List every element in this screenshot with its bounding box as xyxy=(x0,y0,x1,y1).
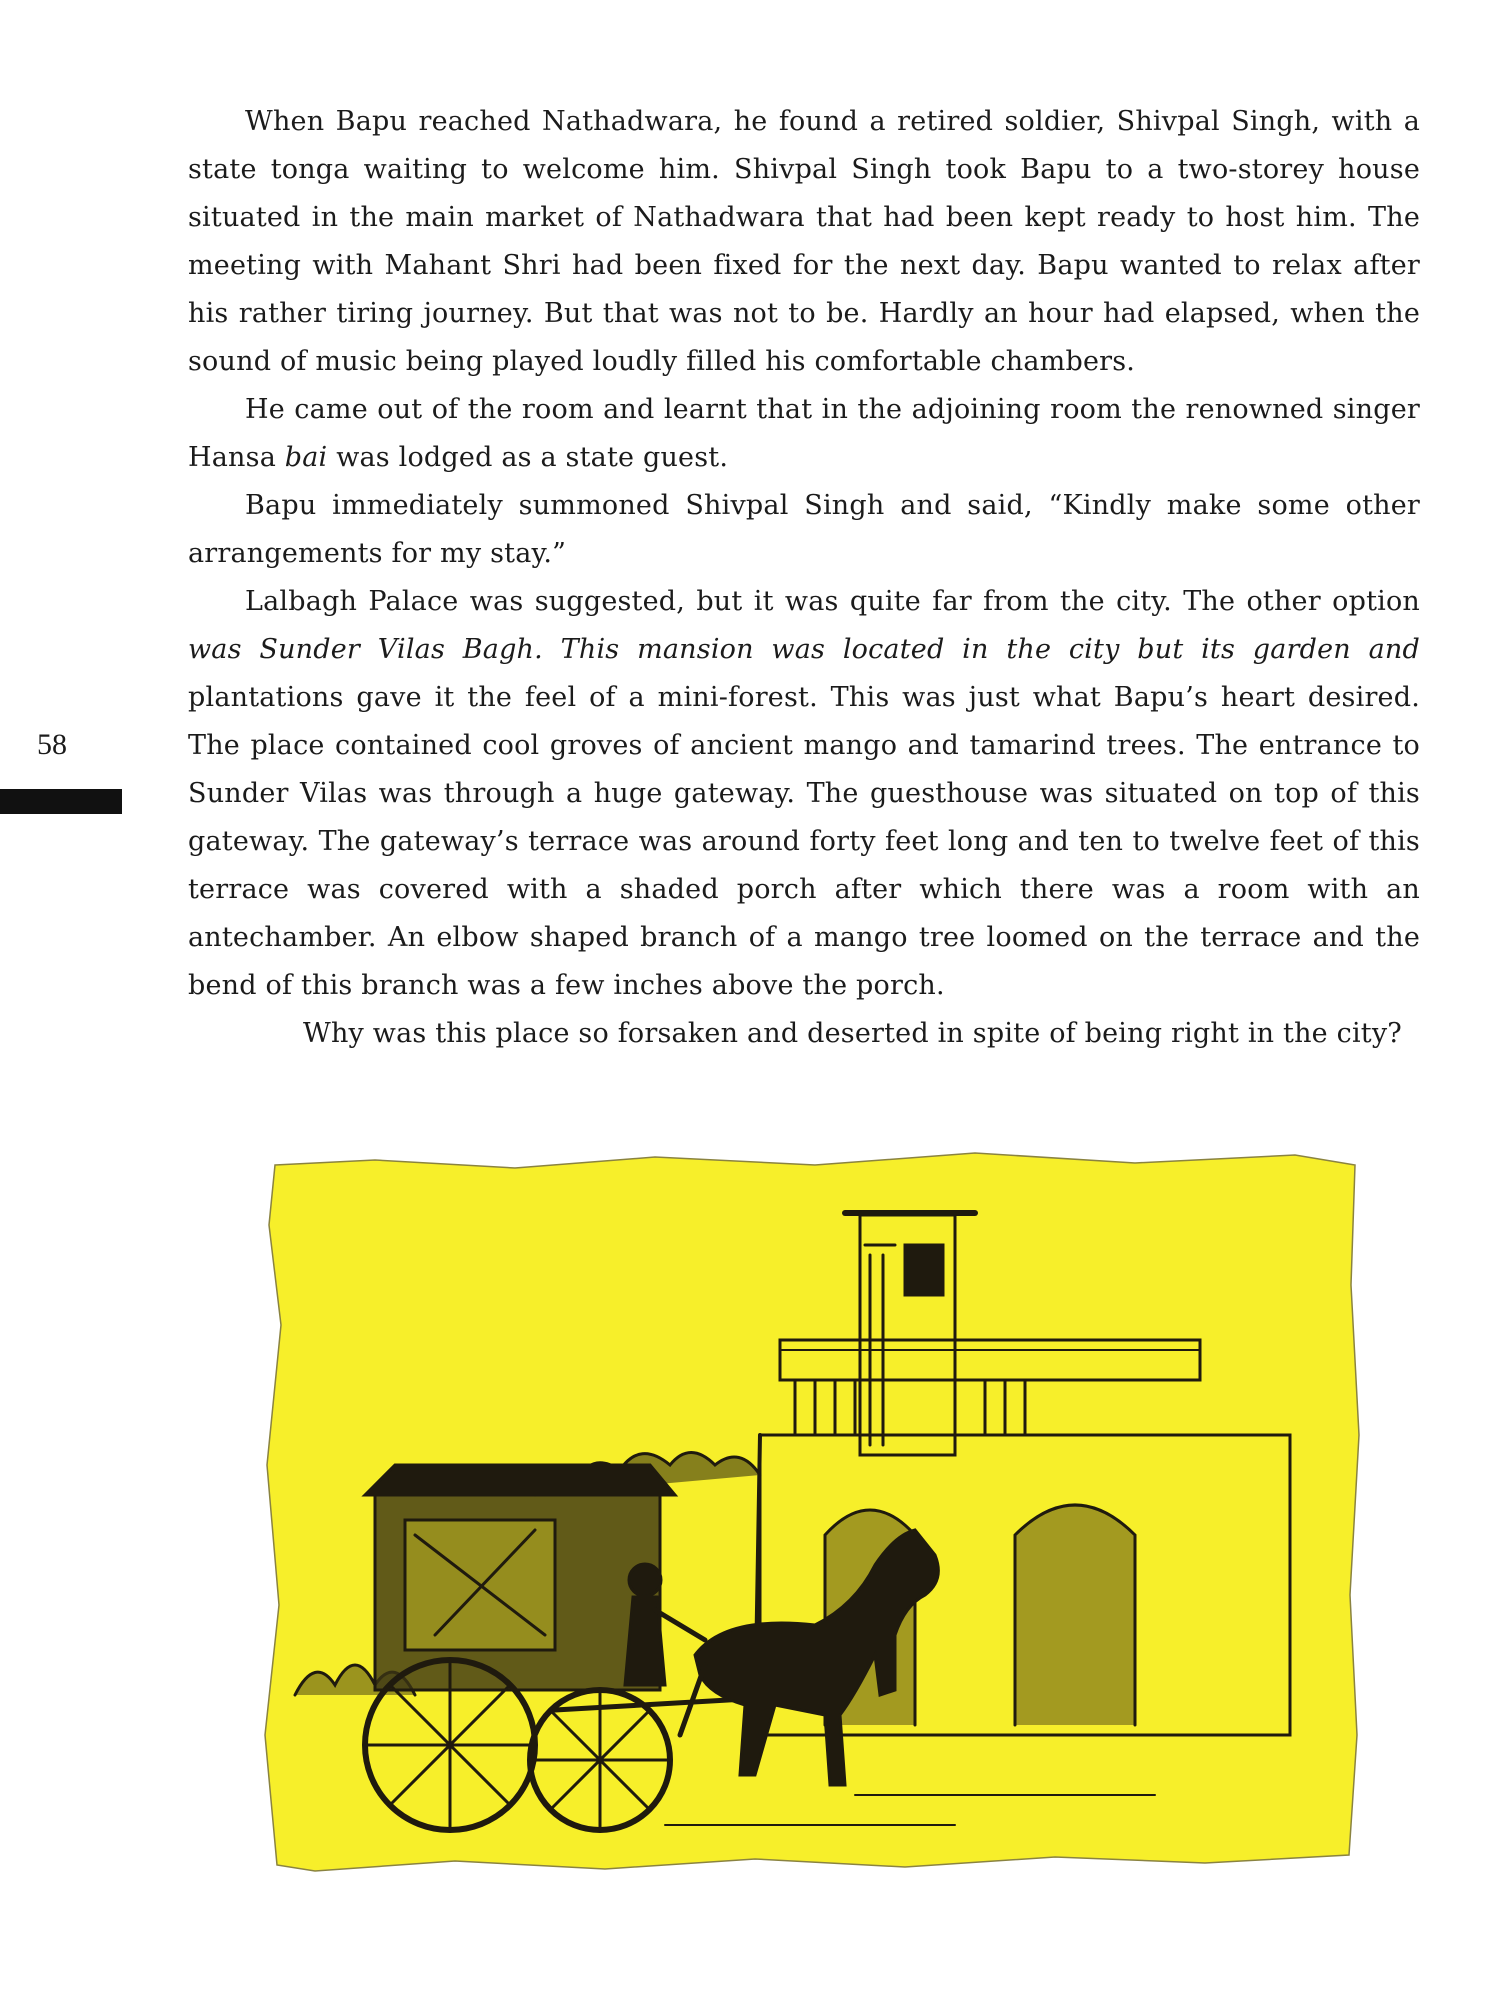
paragraph-3: Bapu immediately summoned Shivpal Singh and said, “Kindly make some other arrangements for my stay.” xyxy=(188,490,1420,569)
paragraph-4: Lalbagh Palace was suggested, but it was quite far from the city. The other option was Sunder Vilas Bagh. This mansion was located in the city but its garden and plantations gave it the feel of a mini-forest. This was just what Bapu’s heart desired. The place contained cool groves of ancient mango and tamarind trees. The entrance to Sunder Vilas was through a huge gateway. The guesthouse was situated on top of this gateway. The gateway’s terrace was around forty feet long and ten to twelve feet of this terrace was covered with a shaded porch after which there was a room with an antechamber. An elbow shaped branch of a mango tree loomed on the terrace and the bend of this branch was a few inches above the porch. xyxy=(188,586,1420,1001)
paragraph-5: Why was this place so forsaken and deserted in spite of being right in the city? xyxy=(303,1018,1402,1049)
arch-right xyxy=(1015,1505,1135,1725)
tonga-illustration xyxy=(255,1135,1375,1895)
front-wheel xyxy=(530,1690,670,1830)
body-text xyxy=(188,98,1420,1058)
driver xyxy=(629,1564,661,1596)
rear-wheel xyxy=(365,1660,535,1830)
paragraph-1: When Bapu reached Nathadwara, he found a retired soldier, Shivpal Singh, with a state tonga waiting to welcome him. Shivpal Singh took Bapu to a two-storey house situated in the main market of Nathadwara that had been kept ready to host him. The meeting with Mahant Shri had been fixed for the next day. Bapu wanted to relax after his rather tiring journey. But that was not to be. Hardly an hour had elapsed, when the sound of music being played loudly filled his comfortable chambers. xyxy=(188,106,1420,377)
margin-bar xyxy=(0,789,122,814)
page-number: 58 xyxy=(37,728,67,761)
paragraph-2: He came out of the room and learnt that in the adjoining room the renowned singer Hansa bai was lodged as a state guest. xyxy=(188,394,1420,473)
